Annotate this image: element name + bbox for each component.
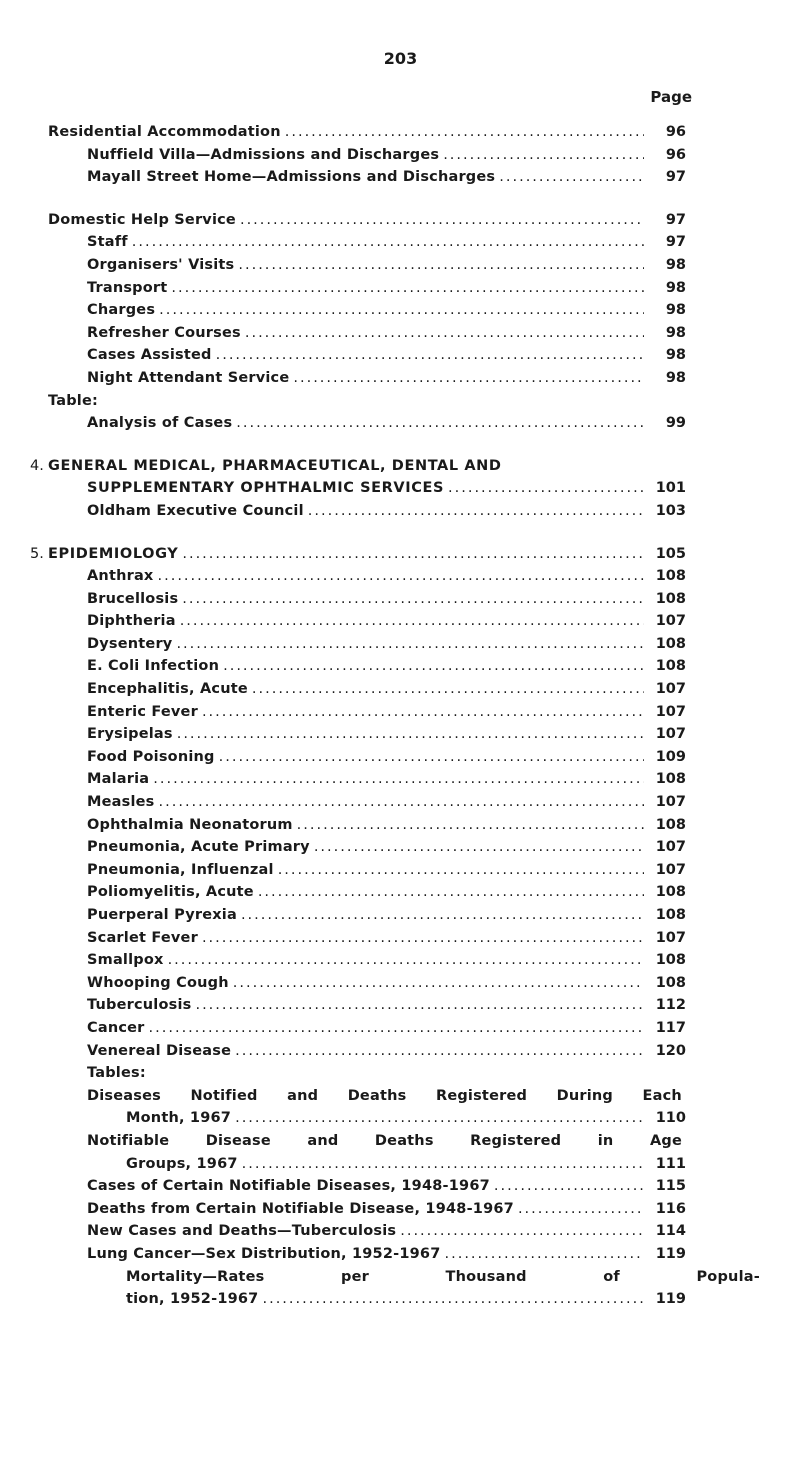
dot-leader [448, 477, 644, 500]
page-ref: 107 [655, 861, 686, 878]
entry-title: New Cases and Deaths—Tuberculosis [87, 1223, 397, 1240]
toc-entry [48, 1175, 686, 1198]
entry-text [48, 723, 682, 746]
entry-title: Diphtheria [87, 613, 176, 630]
dot-leader [168, 949, 644, 972]
page-ref: 101 [655, 480, 686, 497]
toc-entry [48, 1085, 682, 1108]
page-ref: 108 [655, 952, 686, 969]
page-ref: 107 [655, 929, 686, 946]
entry-text [48, 1288, 682, 1311]
entry-title: EPIDEMIOLOGY [48, 545, 179, 562]
entry-text [48, 588, 682, 611]
entry-title: GENERAL MEDICAL, PHARMACEUTICAL, DENTAL AND [48, 457, 502, 474]
dot-leader [182, 588, 644, 611]
entry-title: Puerperal Pyrexia [87, 907, 237, 923]
toc-entry [48, 1243, 686, 1266]
toc-entry [48, 1198, 686, 1221]
entry-title: Diseases Notified and Deaths Registered During Each [87, 1087, 682, 1104]
entry-text [48, 565, 682, 588]
page-ref: 105 [655, 545, 686, 562]
page-ref: 99 [665, 415, 686, 432]
dot-leader [195, 994, 644, 1017]
entry-text [48, 254, 682, 277]
entry-title: Cases Assisted [87, 347, 212, 364]
dot-leader [400, 1220, 644, 1243]
entry-title: Transport [87, 279, 168, 296]
dot-leader [177, 723, 644, 746]
dot-leader [159, 791, 644, 814]
dot-leader [252, 678, 644, 701]
toc-entry [48, 701, 686, 724]
toc-entry [48, 500, 686, 523]
toc-entry [48, 390, 682, 413]
dot-leader [241, 904, 644, 927]
entry-text [48, 209, 682, 232]
entry-title: Table: [48, 392, 98, 409]
toc-entry [48, 277, 686, 300]
page-ref: 107 [655, 613, 686, 630]
entry-title: Domestic Help Service [48, 211, 236, 228]
toc-entry [48, 1107, 686, 1130]
entry-title: Deaths from Certain Notifiable Disease, 1948-1967 [87, 1200, 514, 1217]
toc-entry [48, 949, 686, 972]
page-ref: 107 [655, 681, 686, 698]
entry-title: Staff [87, 234, 128, 251]
toc-entry [48, 254, 686, 277]
table-of-contents [30, 121, 760, 1311]
dot-leader [235, 1107, 644, 1130]
dot-leader [445, 1243, 645, 1266]
page-ref: 108 [655, 590, 686, 607]
entry-text [48, 927, 682, 950]
entry-title: Erysipelas [87, 726, 173, 743]
entry-title: Nuffield Villa—Admissions and Discharges [87, 146, 440, 163]
entry-text [48, 500, 682, 523]
page-ref: 108 [655, 635, 686, 652]
dot-leader [499, 166, 644, 189]
page-ref: 111 [655, 1155, 686, 1172]
entry-text [48, 1175, 682, 1198]
entry-title: Malaria [87, 771, 150, 788]
toc-entry [48, 477, 686, 500]
page-ref: 112 [655, 997, 686, 1014]
page-ref: 110 [655, 1110, 686, 1127]
entry-title: Cancer [87, 1019, 145, 1036]
page-ref: 98 [665, 302, 686, 319]
page-ref: 108 [655, 771, 686, 788]
entry-title: Ophthalmia Neonatorum [87, 816, 293, 833]
dot-leader [242, 1153, 644, 1176]
entry-text [48, 344, 682, 367]
entry-text [48, 1266, 760, 1289]
page-ref: 103 [655, 502, 686, 519]
page-ref: 96 [665, 124, 686, 140]
page-ref: 97 [665, 234, 686, 251]
entry-text [48, 299, 682, 322]
dot-leader [182, 543, 644, 566]
toc-entry [48, 1220, 686, 1243]
page-ref: 108 [655, 658, 686, 675]
page-ref: 97 [665, 169, 686, 186]
toc-entry [48, 322, 686, 345]
toc-entry [30, 543, 686, 566]
entry-title: Smallpox [87, 952, 164, 969]
page-ref: 108 [655, 816, 686, 833]
toc-entry [48, 166, 686, 189]
entry-title: Scarlet Fever [87, 929, 198, 946]
toc-entry [48, 344, 686, 367]
entry-title: Food Poisoning [87, 748, 215, 765]
dot-leader [158, 565, 645, 588]
toc-entry [48, 1017, 686, 1040]
entry-title: Analysis of Cases [87, 415, 233, 432]
toc-entry [48, 881, 686, 904]
entry-title: Lung Cancer—Sex Distribution, 1952-1967 [87, 1245, 441, 1262]
page-ref: 107 [655, 839, 686, 856]
toc-entry [48, 633, 686, 656]
page-ref: 108 [655, 974, 686, 991]
dot-leader [494, 1175, 644, 1198]
entry-text [48, 701, 682, 724]
page-ref: 107 [655, 794, 686, 811]
dot-leader [258, 881, 644, 904]
page-ref: 120 [655, 1042, 686, 1059]
entry-text [48, 949, 682, 972]
dot-leader [233, 972, 644, 995]
entry-title: Poliomyelitis, Acute [87, 884, 254, 901]
dot-leader [443, 144, 644, 167]
entry-text [48, 881, 682, 904]
entry-text [48, 904, 682, 927]
toc-entry [48, 1153, 686, 1176]
page-ref: 119 [655, 1245, 686, 1262]
page-ref: 119 [655, 1291, 686, 1308]
section-number: 4. [30, 457, 44, 474]
dot-leader [293, 367, 644, 390]
toc-entry [48, 655, 686, 678]
entry-text [48, 1017, 682, 1040]
page-ref: 108 [655, 568, 686, 585]
page-ref: 109 [655, 748, 686, 765]
section-number: 5. [30, 545, 44, 562]
entry-text [48, 768, 682, 791]
toc-entry [30, 455, 682, 478]
page-ref: 116 [655, 1200, 686, 1217]
toc-entry [48, 994, 686, 1017]
entry-title: Organisers' Visits [87, 256, 235, 273]
toc-entry [48, 1288, 686, 1311]
dot-leader [518, 1198, 644, 1221]
entry-title: SUPPLEMENTARY OPHTHALMIC SERVICES [87, 480, 445, 497]
entry-title: Groups, 1967 [126, 1155, 238, 1172]
entry-title: Enteric Fever [87, 703, 198, 720]
page-ref: 108 [655, 907, 686, 923]
toc-entry [48, 1130, 682, 1153]
entry-text [48, 1130, 682, 1153]
dot-leader [262, 1288, 644, 1311]
page-ref: 98 [665, 324, 686, 341]
dot-leader [180, 610, 644, 633]
entry-text [48, 746, 682, 769]
entry-title: Dysentery [87, 635, 173, 652]
entry-title: Month, 1967 [126, 1110, 232, 1127]
toc-entry [48, 588, 686, 611]
entry-title: Residential Accommodation [48, 124, 281, 140]
entry-text [48, 477, 682, 500]
toc-entry [48, 367, 686, 390]
entry-title: Pneumonia, Influenzal [87, 861, 274, 878]
dot-leader [216, 344, 644, 367]
entry-title: Pneumonia, Acute Primary [87, 839, 310, 856]
dot-leader [132, 231, 644, 254]
dot-leader [171, 277, 644, 300]
dot-leader [176, 633, 644, 656]
entry-title: Tuberculosis [87, 997, 192, 1014]
entry-text [48, 144, 682, 167]
toc-entry [48, 814, 686, 837]
dot-leader [153, 768, 644, 791]
dot-leader [235, 1040, 644, 1063]
entry-title: Cases of Certain Notifiable Diseases, 1948-1967 [87, 1178, 490, 1195]
toc-entry [48, 859, 686, 882]
entry-title: Whooping Cough [87, 974, 229, 991]
entry-text [48, 166, 682, 189]
toc-entry [48, 746, 686, 769]
entry-text [48, 543, 682, 566]
entry-text [48, 859, 682, 882]
dot-leader [202, 701, 644, 724]
entry-text [48, 1198, 682, 1221]
entry-text [48, 121, 682, 144]
dot-leader [219, 746, 644, 769]
page-ref: 114 [655, 1223, 686, 1240]
toc-entry [48, 768, 686, 791]
dot-leader [149, 1017, 644, 1040]
page-ref: 98 [665, 347, 686, 364]
toc-entry [48, 209, 686, 232]
entry-text [48, 610, 682, 633]
dot-leader [159, 299, 644, 322]
entry-title: Refresher Courses [87, 324, 241, 341]
page-ref: 98 [665, 279, 686, 296]
entry-title: Night Attendant Service [87, 369, 290, 386]
page-ref: 117 [655, 1019, 686, 1036]
entry-title: Charges [87, 302, 156, 319]
dot-leader [308, 500, 644, 523]
entry-title: Anthrax [87, 568, 154, 585]
toc-entry [48, 972, 686, 995]
toc-entry [48, 904, 686, 927]
entry-title: Brucellosis [87, 590, 179, 607]
entry-text [48, 633, 682, 656]
entry-text [48, 455, 682, 478]
dot-leader [223, 655, 644, 678]
page-ref: 107 [655, 703, 686, 720]
toc-entry [48, 836, 686, 859]
toc-entry [48, 1062, 682, 1085]
toc-entry [48, 723, 686, 746]
entry-title: tion, 1952-1967 [126, 1291, 259, 1308]
entry-title: Oldham Executive Council [87, 502, 304, 519]
entry-text [48, 655, 682, 678]
dot-leader [297, 814, 644, 837]
toc-entry [48, 412, 686, 435]
dot-leader [202, 927, 644, 950]
page-ref: 97 [665, 211, 686, 228]
page-number: 203 [383, 49, 418, 68]
dot-leader [238, 254, 644, 277]
toc-entry [48, 121, 686, 144]
page-ref: 108 [655, 884, 686, 901]
entry-title: Mortality—Rates per Thousand of Popula- [126, 1268, 760, 1285]
dot-leader [314, 836, 644, 859]
entry-text [48, 836, 682, 859]
toc-entry [48, 144, 686, 167]
page-ref: 98 [665, 256, 686, 273]
page-ref: 98 [665, 369, 686, 386]
page-ref: 115 [655, 1178, 686, 1195]
entry-text [48, 367, 682, 390]
toc-entry [48, 678, 686, 701]
page-ref: 96 [665, 146, 686, 163]
entry-text [48, 791, 682, 814]
page-ref: 107 [655, 726, 686, 743]
dot-leader [240, 209, 644, 232]
entry-text [48, 994, 682, 1017]
toc-entry [48, 791, 686, 814]
toc-entry [48, 1040, 686, 1063]
entry-text [48, 412, 682, 435]
page-column-heading: Page [650, 88, 692, 106]
toc-entry [48, 1266, 760, 1289]
toc-entry [48, 610, 686, 633]
toc-entry [48, 299, 686, 322]
dot-leader [236, 412, 644, 435]
entry-text [48, 390, 682, 413]
dot-leader [278, 859, 644, 882]
entry-text [48, 1085, 682, 1108]
entry-title: E. Coli Infection [87, 658, 220, 675]
entry-text [48, 678, 682, 701]
entry-text [48, 972, 682, 995]
toc-entry [48, 231, 686, 254]
entry-text [48, 1040, 682, 1063]
entry-text [48, 322, 682, 345]
entry-title: Measles [87, 794, 155, 811]
entry-text [48, 1062, 682, 1085]
entry-title: Encephalitis, Acute [87, 681, 248, 698]
toc-entry [48, 927, 686, 950]
entry-text [48, 1220, 682, 1243]
entry-text [48, 277, 682, 300]
entry-text [48, 1243, 682, 1266]
entry-text [48, 1107, 682, 1130]
entry-text [48, 231, 682, 254]
entry-title: Mayall Street Home—Admissions and Discharges [87, 169, 496, 186]
entry-text [48, 1153, 682, 1176]
entry-title: Venereal Disease [87, 1042, 232, 1059]
entry-title: Notifiable Disease and Deaths Registered in Age [87, 1132, 682, 1149]
toc-entry [48, 565, 686, 588]
entry-text [48, 814, 682, 837]
dot-leader [245, 322, 644, 345]
entry-title: Tables: [87, 1065, 146, 1082]
dot-leader [285, 121, 644, 144]
